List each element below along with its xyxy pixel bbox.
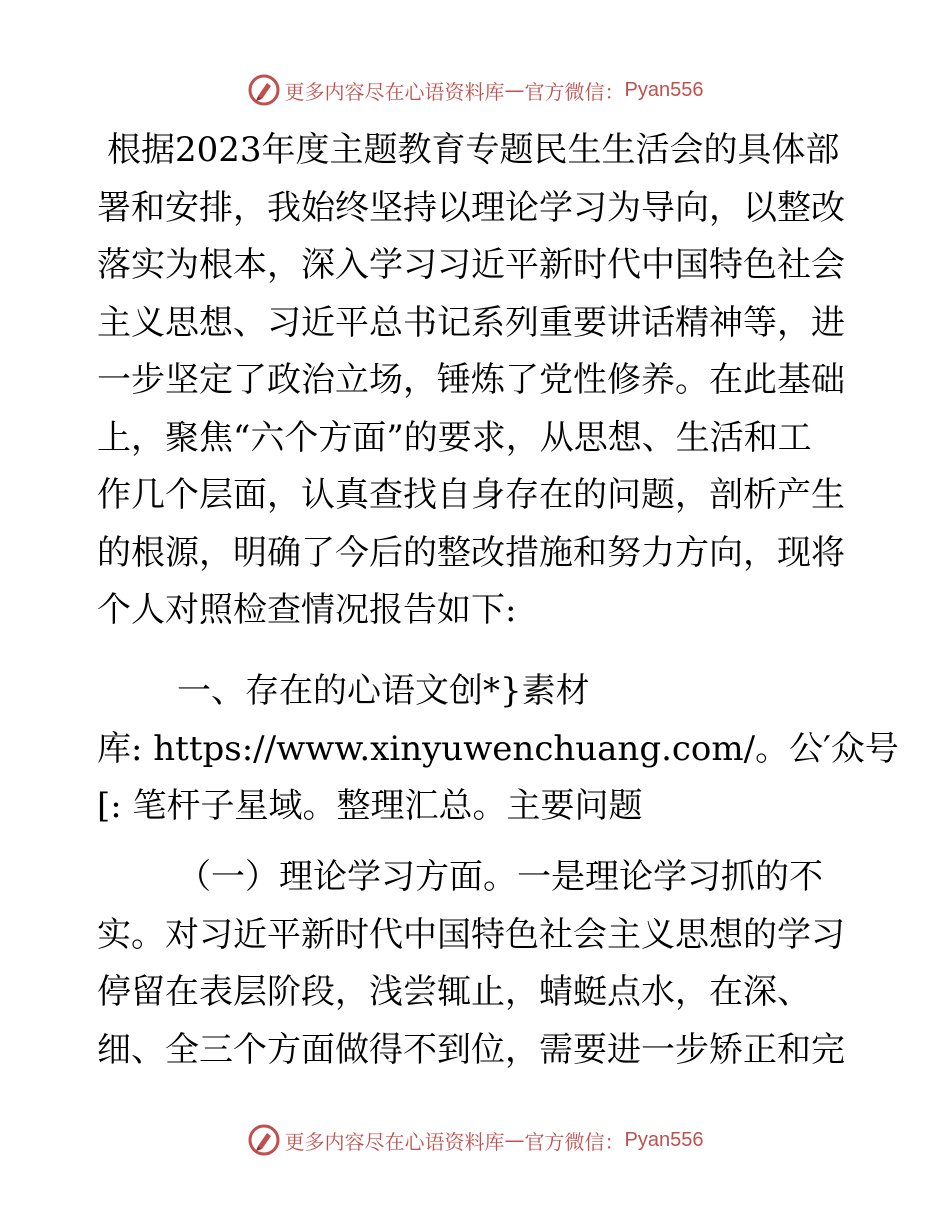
text-line: （一）理论学习方面。一是理论学习抓的不 (177, 857, 823, 897)
banner-official-label: 官方微信： (524, 79, 625, 104)
banner-main-text: 更多内容尽在心语资料库 (284, 1129, 505, 1154)
text-line: 一、存在的心语文创*}素材 (177, 671, 590, 711)
text-line: 落实为根本，深入学习习近平新时代中国特色社会 (97, 245, 845, 285)
text-line: 作几个层面，认真查找自身存在的问题，剖析产生 (97, 475, 845, 515)
banner-main-text: 更多内容尽在心语资料库 (284, 79, 505, 104)
pen-logo-icon (247, 73, 281, 107)
text-line: 主义思想、习近平总书记系列重要讲话精神等，进 (97, 302, 845, 343)
text-line: 的根源，明确了今后的整改措施和努力方向，现将 (97, 532, 845, 573)
pen-logo-icon (247, 1123, 281, 1157)
text-line: 根据2023年度主题教育专题民生生活会的具体部 (107, 130, 840, 170)
banner-separator: — (504, 78, 525, 102)
banner-separator: — (504, 1128, 525, 1152)
text-line: [: 笔杆子星域。整理汇总。主要问题 (97, 786, 643, 826)
banner-official-label: 官方微信： (524, 1129, 625, 1154)
paragraph-intro (97, 122, 857, 640)
paragraph-theory-study (97, 849, 857, 1079)
text-line: 细、全三个方面做得不到位，需要进一步矫正和完 (97, 1029, 845, 1070)
text-line: 实。对习近平新时代中国特色社会主义思想的学习 (97, 914, 845, 955)
text-line: 库: https://www.xinyuwenchuang.com/。公′众号 (97, 728, 899, 769)
banner-account: Pyan556 (624, 1128, 704, 1151)
text-line: 署和安排，我始终坚持以理论学习为导向，以整改 (97, 187, 845, 228)
header-watermark (0, 70, 950, 110)
banner-account: Pyan556 (624, 78, 704, 101)
footer-watermark (0, 1120, 950, 1160)
text-line: 一步坚定了政治立场，锤炼了党性修养。在此基础 (97, 360, 845, 400)
text-line: 停留在表层阶段，浅尝辄止，蜻蜓点水，在深、 (97, 972, 811, 1012)
text-line: 上，聚焦“六个方面”的要求，从思想、生活和工 (97, 417, 812, 458)
text-line: 个人对照检查情况报告如下: (97, 590, 517, 630)
section-heading-problems (97, 663, 899, 836)
